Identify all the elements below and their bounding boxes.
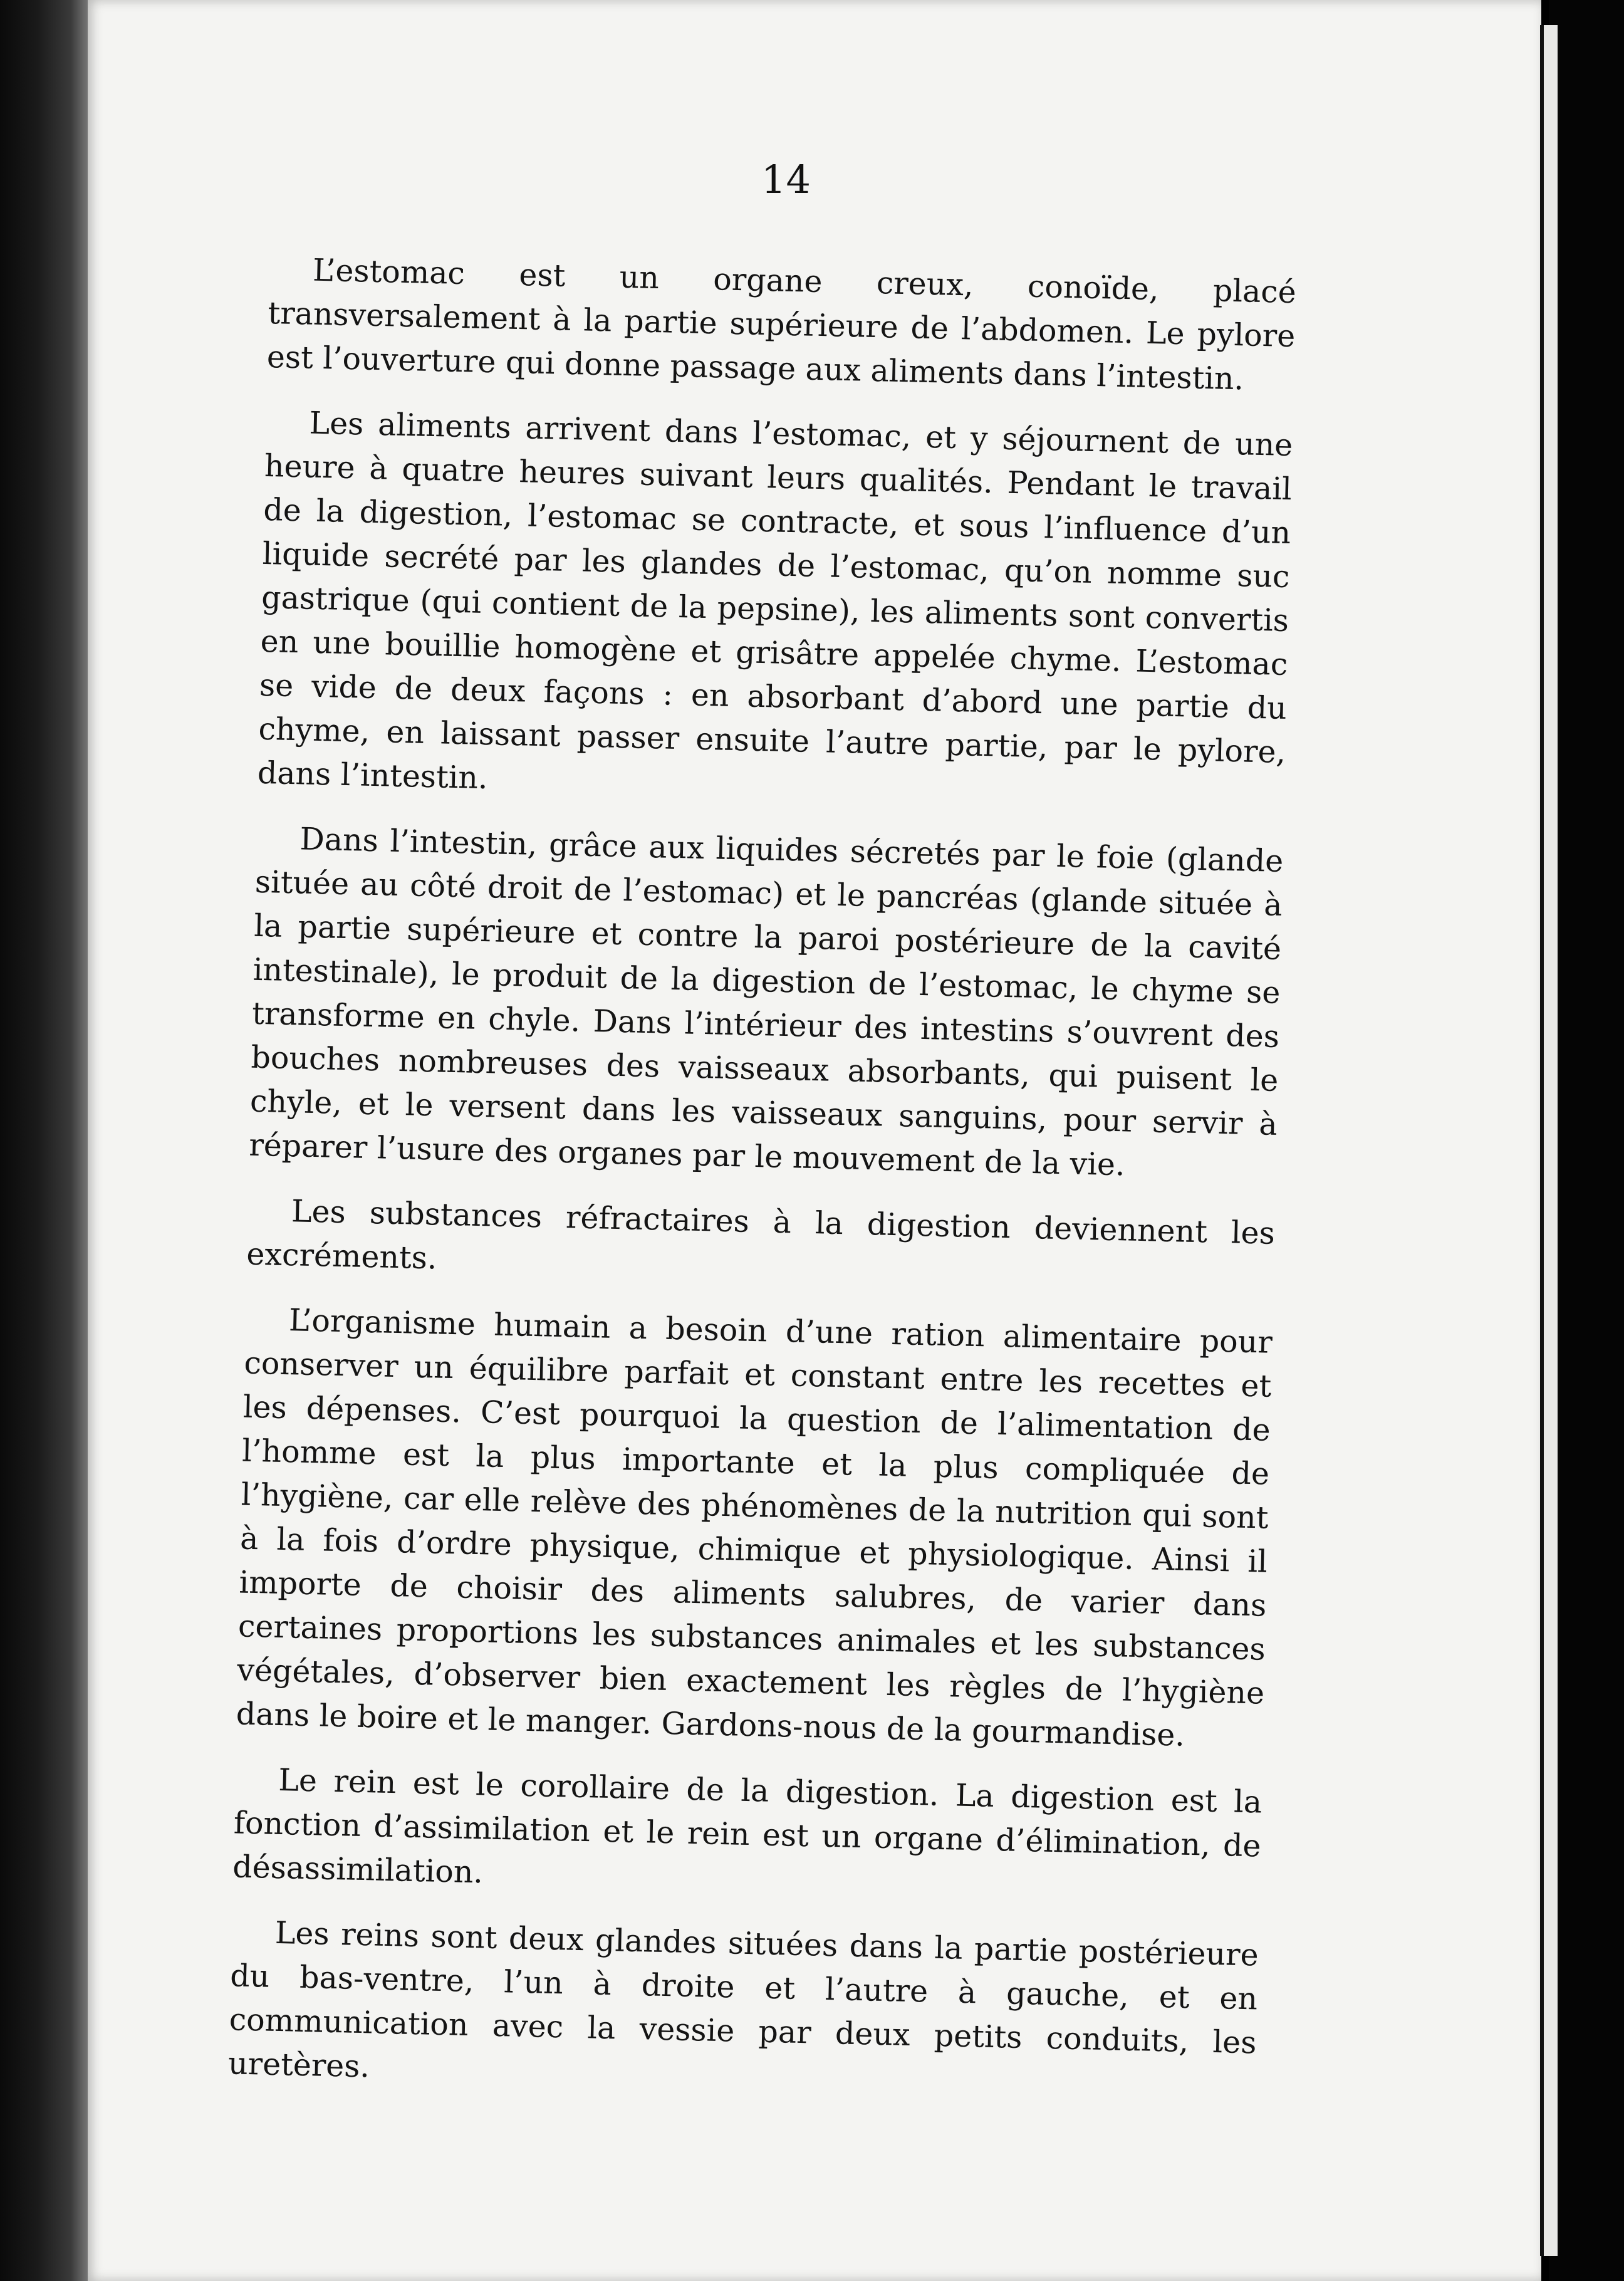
next-page-edge	[1540, 25, 1558, 2256]
paragraph-estomac: L’estomac est un organe creux, conoïde, placé transversalement à la partie supérieure de l’abdomen. Le pylore est l’ouverture qui donne passage aux aliments dans l’intestin.	[266, 252, 1297, 397]
paragraph-reins: Les reins sont deux glandes situées dans la partie postérieure du bas-ventre, l’un à droite et l’autre à gauche, et en communication avec la vessie par deux petits conduits, les uretères.	[227, 1914, 1259, 2085]
page-number: 14	[761, 157, 811, 202]
body-text	[227, 248, 1297, 2130]
scan-border-right	[1549, 0, 1624, 2281]
paragraph-aliments: Les aliments arrivent dans l’estomac, et y séjournent de une heure à quatre heures suivant leurs qualités. Pendant le travail de la digestion, l’estomac se contracte, et sous l’influence d’un liquide secrété par les glandes de l’estomac, qu’on nomme suc gastrique (qui contient de la pepsine), les aliments sont convertis en une bouillie homogène et grisâtre appelée chyme. L’estomac se vide de deux façons : en absorbant d’abord une partie du chyme, en laissant passer ensuite l’autre partie, par le pylore, dans l’intestin.	[257, 405, 1293, 796]
paragraph-intestin: Dans l’intestin, grâce aux liquides sécretés par le foie (glande située au côté droit de l’estomac) et le pancréas (glande située à la partie supérieure et contre la paroi postérieure de la cavité intestinale), le produit de la digestion de l’estomac, le chyme se transforme en chyle. Dans l’intérieur des intestins s’ouvrent des bouches nombreuses des vaisseaux absorbants, qui puisent le chyle, et le versent dans les vaisseaux sanguins, pour servir à réparer l’usure des organes par le mouvement de la vie.	[248, 821, 1284, 1183]
paragraph-organisme: L’organisme humain a besoin d’une ration alimentaire pour conserver un équilibre parfait et constant entre les recettes et les dépenses. C’est pourquoi la question de l’alimentation de l’homme est la plus importante et la plus compliquée de l’hygiène, car elle relève des phénomènes de la nutrition qui sont à la fois d’ordre physique, chimique et physiologique. Ainsi il importe de choisir des aliments salubres, de varier dans certaines proportions les substances animales et les substances végétales, d’observer bien exactement les règles de l’hygiène dans le boire et le manger. Gardons-nous de la gourmandise.	[236, 1302, 1273, 1753]
book-binding-edge	[0, 0, 94, 2281]
paragraph-rein: Le rein est le corollaire de la digestion. La digestion est la fonction d’assimilation et le rein est un organe d’élimination, de désassimilation.	[232, 1762, 1262, 1891]
paragraph-substances: Les substances réfractaires à la digestion deviennent les excréments.	[246, 1193, 1276, 1276]
